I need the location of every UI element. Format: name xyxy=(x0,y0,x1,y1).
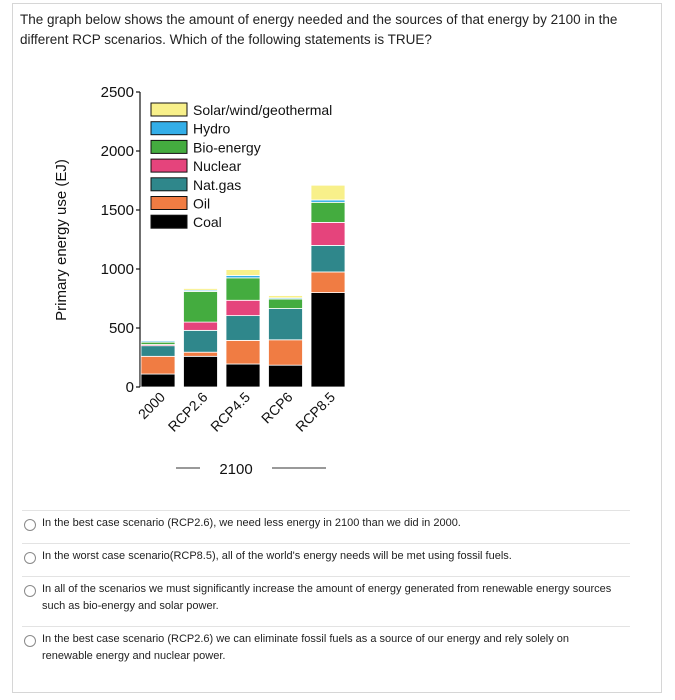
bar-segment-solar-wind-geothermal xyxy=(226,270,260,276)
bar-segment-coal xyxy=(269,365,303,387)
bar-segment-coal xyxy=(141,374,175,387)
radio-button-icon[interactable] xyxy=(24,635,36,647)
x-tick-label: 2000 xyxy=(134,388,169,423)
bar-segment-bio-energy xyxy=(311,202,345,222)
legend-label: Nuclear xyxy=(193,158,242,175)
bar-segment-nat-gas xyxy=(141,346,175,357)
legend-swatch xyxy=(151,215,187,228)
legend-swatch xyxy=(151,140,187,153)
legend-label: Hydro xyxy=(193,120,231,137)
y-axis-label: Primary energy use (EJ) xyxy=(53,159,70,321)
legend-label: Solar/wind/geothermal xyxy=(193,102,333,118)
answer-option-2[interactable] xyxy=(22,543,630,576)
answer-option-1[interactable] xyxy=(22,510,630,543)
answer-option-label: In the worst case scenario(RCP8.5), all of the world's energy needs will be met using fossil fuels. xyxy=(42,550,512,562)
bar-segment-coal xyxy=(226,364,260,387)
question-text: The graph below shows the amount of energy needed and the sources of that energy by 2100 in the different RCP scenarios. Which of the following statements is TRUE? xyxy=(20,12,618,47)
bar-segment-nuclear xyxy=(311,222,345,245)
bar-segment-oil xyxy=(141,356,175,374)
bar-segment-nat-gas xyxy=(226,316,260,341)
bar-segment-oil xyxy=(184,352,218,356)
answer-option-label: In the best case scenario (RCP2.6), we need less energy in 2100 than we did in 2000. xyxy=(42,517,461,529)
y-tick-label: 500 xyxy=(108,320,134,337)
legend-swatch xyxy=(151,103,187,116)
bar-segment-bio-energy xyxy=(226,278,260,300)
bar-segment-bio-energy xyxy=(184,291,218,322)
bar-segment-nuclear xyxy=(226,300,260,315)
x-tick-label: RCP2.6 xyxy=(164,388,211,435)
bar-segment-bio-energy xyxy=(269,299,303,308)
radio-button-icon[interactable] xyxy=(24,585,36,597)
bar-segment-solar-wind-geothermal xyxy=(269,296,303,298)
bar-segment-hydro xyxy=(141,341,175,342)
bar-segment-nat-gas xyxy=(184,330,218,352)
bar-segment-nat-gas xyxy=(269,309,303,340)
y-tick-label: 1000 xyxy=(100,261,134,278)
radio-button-icon[interactable] xyxy=(24,519,36,531)
legend-swatch xyxy=(151,197,187,210)
bar-segment-oil xyxy=(311,272,345,293)
bar-segment-coal xyxy=(311,293,345,387)
bar-segment-nat-gas xyxy=(311,245,345,272)
bar-segment-oil xyxy=(269,340,303,365)
x-tick-label: RCP6 xyxy=(257,388,296,427)
legend-swatch xyxy=(151,159,187,172)
group-label: 2100 xyxy=(219,461,253,478)
bar-segment-coal xyxy=(184,356,218,387)
legend-label: Oil xyxy=(193,195,211,212)
answer-option-3[interactable] xyxy=(22,576,630,626)
x-tick-label: RCP4.5 xyxy=(207,388,254,435)
y-tick-label: 0 xyxy=(125,379,134,396)
answer-option-label: In the best case scenario (RCP2.6) we can eliminate fossil fuels as a source of our energy and rely solely on renewable energy and nuclear power. xyxy=(42,633,570,662)
y-tick-label: 2000 xyxy=(100,143,134,160)
bar-segment-oil xyxy=(226,340,260,364)
bar-segment-nuclear xyxy=(184,322,218,330)
y-tick-label: 1500 xyxy=(100,202,134,219)
answer-option-4[interactable] xyxy=(22,626,630,676)
legend-label: Bio-energy xyxy=(193,139,261,156)
bar-segment-solar-wind-geothermal xyxy=(184,288,218,290)
answer-option-label: In all of the scenarios we must significantly increase the amount of energy generated from renewable energy sources such as bio-energy and solar power. xyxy=(42,583,612,612)
legend-swatch xyxy=(151,178,187,191)
x-tick-label: RCP8.5 xyxy=(292,388,339,435)
y-tick-label: 2500 xyxy=(100,84,134,101)
legend-label: Nat.gas xyxy=(193,176,242,193)
bar-segment-solar-wind-geothermal xyxy=(311,185,345,200)
legend-label: Coal xyxy=(193,214,222,231)
legend-swatch xyxy=(151,122,187,135)
radio-button-icon[interactable] xyxy=(24,552,36,564)
